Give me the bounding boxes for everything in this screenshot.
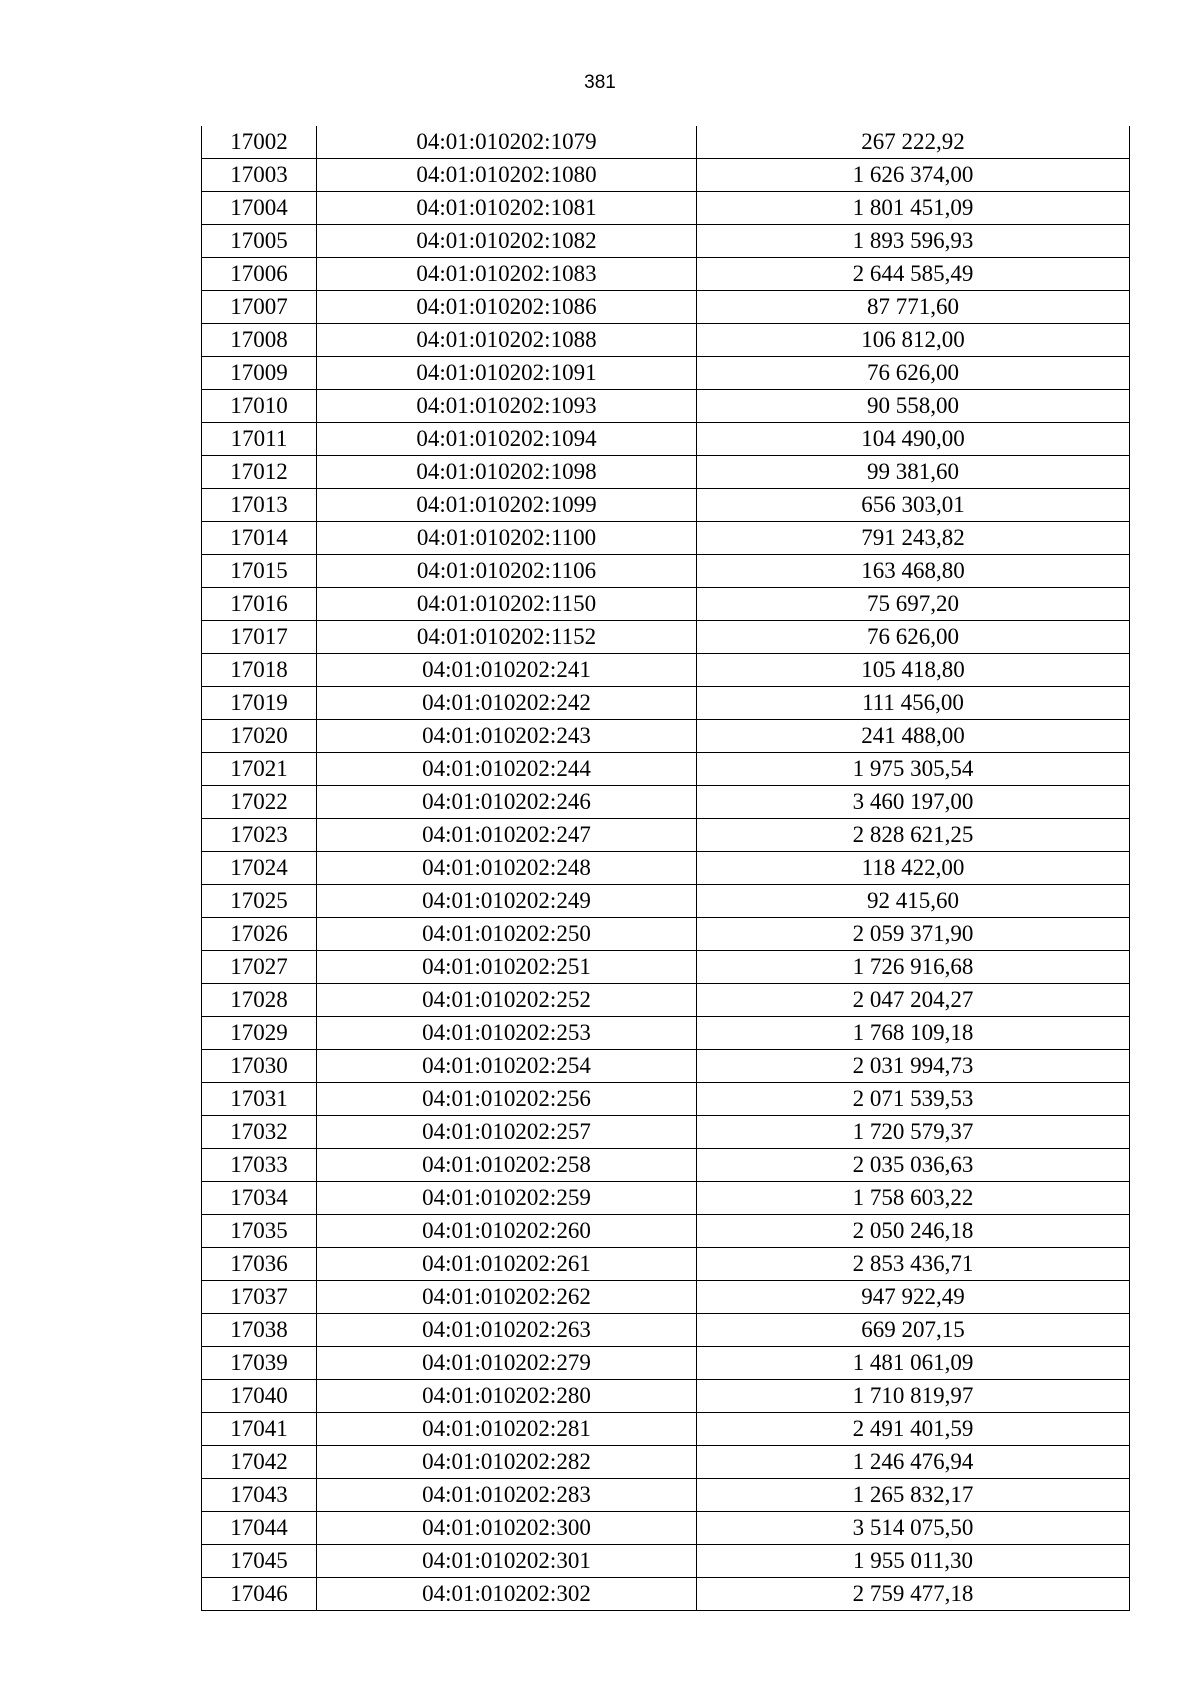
table-row — [202, 1446, 1130, 1479]
table-row — [202, 192, 1130, 225]
cadastral-value-cell: 1 626 374,00 — [697, 159, 1130, 192]
table-row — [202, 984, 1130, 1017]
cadastral-value-cell: 791 243,82 — [697, 522, 1130, 555]
table-row — [202, 621, 1130, 654]
cadastral-value-cell: 2 828 621,25 — [697, 819, 1130, 852]
row-number-cell: 17034 — [202, 1182, 317, 1215]
cadastral-number-cell: 04:01:010202:1098 — [317, 456, 697, 489]
cadastral-value-cell: 104 490,00 — [697, 423, 1130, 456]
cadastral-number-cell: 04:01:010202:248 — [317, 852, 697, 885]
table-row — [202, 852, 1130, 885]
cadastral-number-cell: 04:01:010202:249 — [317, 885, 697, 918]
cadastral-value-cell: 90 558,00 — [697, 390, 1130, 423]
page-number: 381 — [584, 72, 616, 93]
cadastral-value-cell: 87 771,60 — [697, 291, 1130, 324]
cadastral-value-cell: 163 468,80 — [697, 555, 1130, 588]
row-number-cell: 17030 — [202, 1050, 317, 1083]
cadastral-value-cell: 2 644 585,49 — [697, 258, 1130, 291]
table-row — [202, 423, 1130, 456]
table-row — [202, 786, 1130, 819]
cadastral-number-cell: 04:01:010202:261 — [317, 1248, 697, 1281]
cadastral-value-cell: 2 059 371,90 — [697, 918, 1130, 951]
cadastral-value-cell: 76 626,00 — [697, 357, 1130, 390]
cadastral-value-cell: 76 626,00 — [697, 621, 1130, 654]
cadastral-number-cell: 04:01:010202:252 — [317, 984, 697, 1017]
cadastral-number-cell: 04:01:010202:251 — [317, 951, 697, 984]
cadastral-number-cell: 04:01:010202:301 — [317, 1545, 697, 1578]
cadastral-value-cell: 2 050 246,18 — [697, 1215, 1130, 1248]
row-number-cell: 17003 — [202, 159, 317, 192]
cadastral-number-cell: 04:01:010202:302 — [317, 1578, 697, 1611]
cadastral-value-cell: 267 222,92 — [697, 126, 1130, 159]
cadastral-number-cell: 04:01:010202:1086 — [317, 291, 697, 324]
cadastral-value-cell: 1 710 819,97 — [697, 1380, 1130, 1413]
table-row — [202, 1413, 1130, 1446]
row-number-cell: 17036 — [202, 1248, 317, 1281]
cadastral-number-cell: 04:01:010202:281 — [317, 1413, 697, 1446]
cadastral-value-cell: 2 071 539,53 — [697, 1083, 1130, 1116]
cadastral-value-cell: 1 893 596,93 — [697, 225, 1130, 258]
row-number-cell: 17038 — [202, 1314, 317, 1347]
cadastral-value-cell: 111 456,00 — [697, 687, 1130, 720]
cadastral-number-cell: 04:01:010202:279 — [317, 1347, 697, 1380]
cadastral-value-cell: 2 047 204,27 — [697, 984, 1130, 1017]
table-row — [202, 753, 1130, 786]
table-row — [202, 126, 1130, 159]
cadastral-value-cell: 1 726 916,68 — [697, 951, 1130, 984]
row-number-cell: 17027 — [202, 951, 317, 984]
cadastral-number-cell: 04:01:010202:1080 — [317, 159, 697, 192]
cadastral-value-cell: 2 035 036,63 — [697, 1149, 1130, 1182]
row-number-cell: 17035 — [202, 1215, 317, 1248]
table-row — [202, 456, 1130, 489]
cadastral-number-cell: 04:01:010202:257 — [317, 1116, 697, 1149]
cadastral-value-cell: 947 922,49 — [697, 1281, 1130, 1314]
row-number-cell: 17019 — [202, 687, 317, 720]
row-number-cell: 17016 — [202, 588, 317, 621]
row-number-cell: 17007 — [202, 291, 317, 324]
table-row — [202, 1050, 1130, 1083]
cadastral-value-cell: 2 853 436,71 — [697, 1248, 1130, 1281]
cadastral-number-cell: 04:01:010202:1083 — [317, 258, 697, 291]
row-number-cell: 17045 — [202, 1545, 317, 1578]
table-row — [202, 291, 1130, 324]
table-row — [202, 1215, 1130, 1248]
row-number-cell: 17046 — [202, 1578, 317, 1611]
table-body — [202, 126, 1130, 1611]
table-row — [202, 1512, 1130, 1545]
row-number-cell: 17044 — [202, 1512, 317, 1545]
table-row — [202, 654, 1130, 687]
cadastral-number-cell: 04:01:010202:258 — [317, 1149, 697, 1182]
table-row — [202, 687, 1130, 720]
table-row — [202, 489, 1130, 522]
row-number-cell: 17032 — [202, 1116, 317, 1149]
cadastral-number-cell: 04:01:010202:282 — [317, 1446, 697, 1479]
row-number-cell: 17043 — [202, 1479, 317, 1512]
cadastral-value-table — [201, 126, 1130, 1611]
row-number-cell: 17013 — [202, 489, 317, 522]
row-number-cell: 17020 — [202, 720, 317, 753]
table-row — [202, 1149, 1130, 1182]
table-row — [202, 951, 1130, 984]
cadastral-number-cell: 04:01:010202:243 — [317, 720, 697, 753]
cadastral-number-cell: 04:01:010202:262 — [317, 1281, 697, 1314]
cadastral-value-cell: 656 303,01 — [697, 489, 1130, 522]
cadastral-value-cell: 2 031 994,73 — [697, 1050, 1130, 1083]
cadastral-value-cell: 2 759 477,18 — [697, 1578, 1130, 1611]
table-row — [202, 588, 1130, 621]
row-number-cell: 17006 — [202, 258, 317, 291]
cadastral-number-cell: 04:01:010202:244 — [317, 753, 697, 786]
cadastral-value-cell: 1 481 061,09 — [697, 1347, 1130, 1380]
row-number-cell: 17024 — [202, 852, 317, 885]
row-number-cell: 17037 — [202, 1281, 317, 1314]
table-row — [202, 720, 1130, 753]
cadastral-number-cell: 04:01:010202:280 — [317, 1380, 697, 1413]
cadastral-number-cell: 04:01:010202:246 — [317, 786, 697, 819]
row-number-cell: 17018 — [202, 654, 317, 687]
cadastral-number-cell: 04:01:010202:1150 — [317, 588, 697, 621]
cadastral-value-cell: 1 801 451,09 — [697, 192, 1130, 225]
cadastral-value-cell: 105 418,80 — [697, 654, 1130, 687]
row-number-cell: 17025 — [202, 885, 317, 918]
cadastral-number-cell: 04:01:010202:1091 — [317, 357, 697, 390]
table-row — [202, 819, 1130, 852]
table-row — [202, 918, 1130, 951]
row-number-cell: 17008 — [202, 324, 317, 357]
table-row — [202, 324, 1130, 357]
cadastral-value-cell: 3 514 075,50 — [697, 1512, 1130, 1545]
row-number-cell: 17010 — [202, 390, 317, 423]
cadastral-number-cell: 04:01:010202:1093 — [317, 390, 697, 423]
table-row — [202, 1248, 1130, 1281]
cadastral-number-cell: 04:01:010202:250 — [317, 918, 697, 951]
row-number-cell: 17023 — [202, 819, 317, 852]
cadastral-number-cell: 04:01:010202:300 — [317, 1512, 697, 1545]
table-row — [202, 1347, 1130, 1380]
row-number-cell: 17026 — [202, 918, 317, 951]
table-row — [202, 159, 1130, 192]
row-number-cell: 17009 — [202, 357, 317, 390]
cadastral-number-cell: 04:01:010202:1081 — [317, 192, 697, 225]
table-row — [202, 357, 1130, 390]
table-row — [202, 522, 1130, 555]
cadastral-number-cell: 04:01:010202:1099 — [317, 489, 697, 522]
table-row — [202, 225, 1130, 258]
cadastral-value-cell: 1 955 011,30 — [697, 1545, 1130, 1578]
cadastral-value-cell: 669 207,15 — [697, 1314, 1130, 1347]
cadastral-value-cell: 1 720 579,37 — [697, 1116, 1130, 1149]
cadastral-value-cell: 92 415,60 — [697, 885, 1130, 918]
table-row — [202, 885, 1130, 918]
cadastral-value-cell: 118 422,00 — [697, 852, 1130, 885]
row-number-cell: 17021 — [202, 753, 317, 786]
cadastral-number-cell: 04:01:010202:242 — [317, 687, 697, 720]
cadastral-number-cell: 04:01:010202:1106 — [317, 555, 697, 588]
cadastral-number-cell: 04:01:010202:259 — [317, 1182, 697, 1215]
cadastral-number-cell: 04:01:010202:1094 — [317, 423, 697, 456]
table-row — [202, 1545, 1130, 1578]
cadastral-number-cell: 04:01:010202:256 — [317, 1083, 697, 1116]
cadastral-value-cell: 1 758 603,22 — [697, 1182, 1130, 1215]
cadastral-number-cell: 04:01:010202:1100 — [317, 522, 697, 555]
cadastral-number-cell: 04:01:010202:1079 — [317, 126, 697, 159]
row-number-cell: 17031 — [202, 1083, 317, 1116]
cadastral-number-cell: 04:01:010202:283 — [317, 1479, 697, 1512]
cadastral-number-cell: 04:01:010202:254 — [317, 1050, 697, 1083]
table-row — [202, 1281, 1130, 1314]
cadastral-number-cell: 04:01:010202:263 — [317, 1314, 697, 1347]
row-number-cell: 17017 — [202, 621, 317, 654]
row-number-cell: 17029 — [202, 1017, 317, 1050]
cadastral-value-cell: 1 246 476,94 — [697, 1446, 1130, 1479]
table-row — [202, 1017, 1130, 1050]
cadastral-value-cell: 1 768 109,18 — [697, 1017, 1130, 1050]
row-number-cell: 17041 — [202, 1413, 317, 1446]
table-row — [202, 1116, 1130, 1149]
row-number-cell: 17004 — [202, 192, 317, 225]
row-number-cell: 17028 — [202, 984, 317, 1017]
cadastral-number-cell: 04:01:010202:1088 — [317, 324, 697, 357]
row-number-cell: 17039 — [202, 1347, 317, 1380]
cadastral-number-cell: 04:01:010202:1152 — [317, 621, 697, 654]
table-row — [202, 555, 1130, 588]
table-row — [202, 1578, 1130, 1611]
cadastral-number-cell: 04:01:010202:241 — [317, 654, 697, 687]
row-number-cell: 17040 — [202, 1380, 317, 1413]
row-number-cell: 17014 — [202, 522, 317, 555]
cadastral-number-cell: 04:01:010202:1082 — [317, 225, 697, 258]
table-row — [202, 1314, 1130, 1347]
table-row — [202, 1479, 1130, 1512]
cadastral-value-cell: 241 488,00 — [697, 720, 1130, 753]
cadastral-number-cell: 04:01:010202:253 — [317, 1017, 697, 1050]
cadastral-number-cell: 04:01:010202:247 — [317, 819, 697, 852]
table-row — [202, 258, 1130, 291]
cadastral-value-cell: 1 265 832,17 — [697, 1479, 1130, 1512]
cadastral-value-cell: 99 381,60 — [697, 456, 1130, 489]
row-number-cell: 17011 — [202, 423, 317, 456]
table-row — [202, 1083, 1130, 1116]
table-row — [202, 390, 1130, 423]
cadastral-number-cell: 04:01:010202:260 — [317, 1215, 697, 1248]
row-number-cell: 17022 — [202, 786, 317, 819]
table-row — [202, 1182, 1130, 1215]
cadastral-value-cell: 106 812,00 — [697, 324, 1130, 357]
cadastral-value-cell: 3 460 197,00 — [697, 786, 1130, 819]
row-number-cell: 17042 — [202, 1446, 317, 1479]
row-number-cell: 17005 — [202, 225, 317, 258]
row-number-cell: 17012 — [202, 456, 317, 489]
cadastral-value-cell: 1 975 305,54 — [697, 753, 1130, 786]
row-number-cell: 17002 — [202, 126, 317, 159]
row-number-cell: 17015 — [202, 555, 317, 588]
table-row — [202, 1380, 1130, 1413]
cadastral-value-cell: 2 491 401,59 — [697, 1413, 1130, 1446]
row-number-cell: 17033 — [202, 1149, 317, 1182]
cadastral-value-cell: 75 697,20 — [697, 588, 1130, 621]
